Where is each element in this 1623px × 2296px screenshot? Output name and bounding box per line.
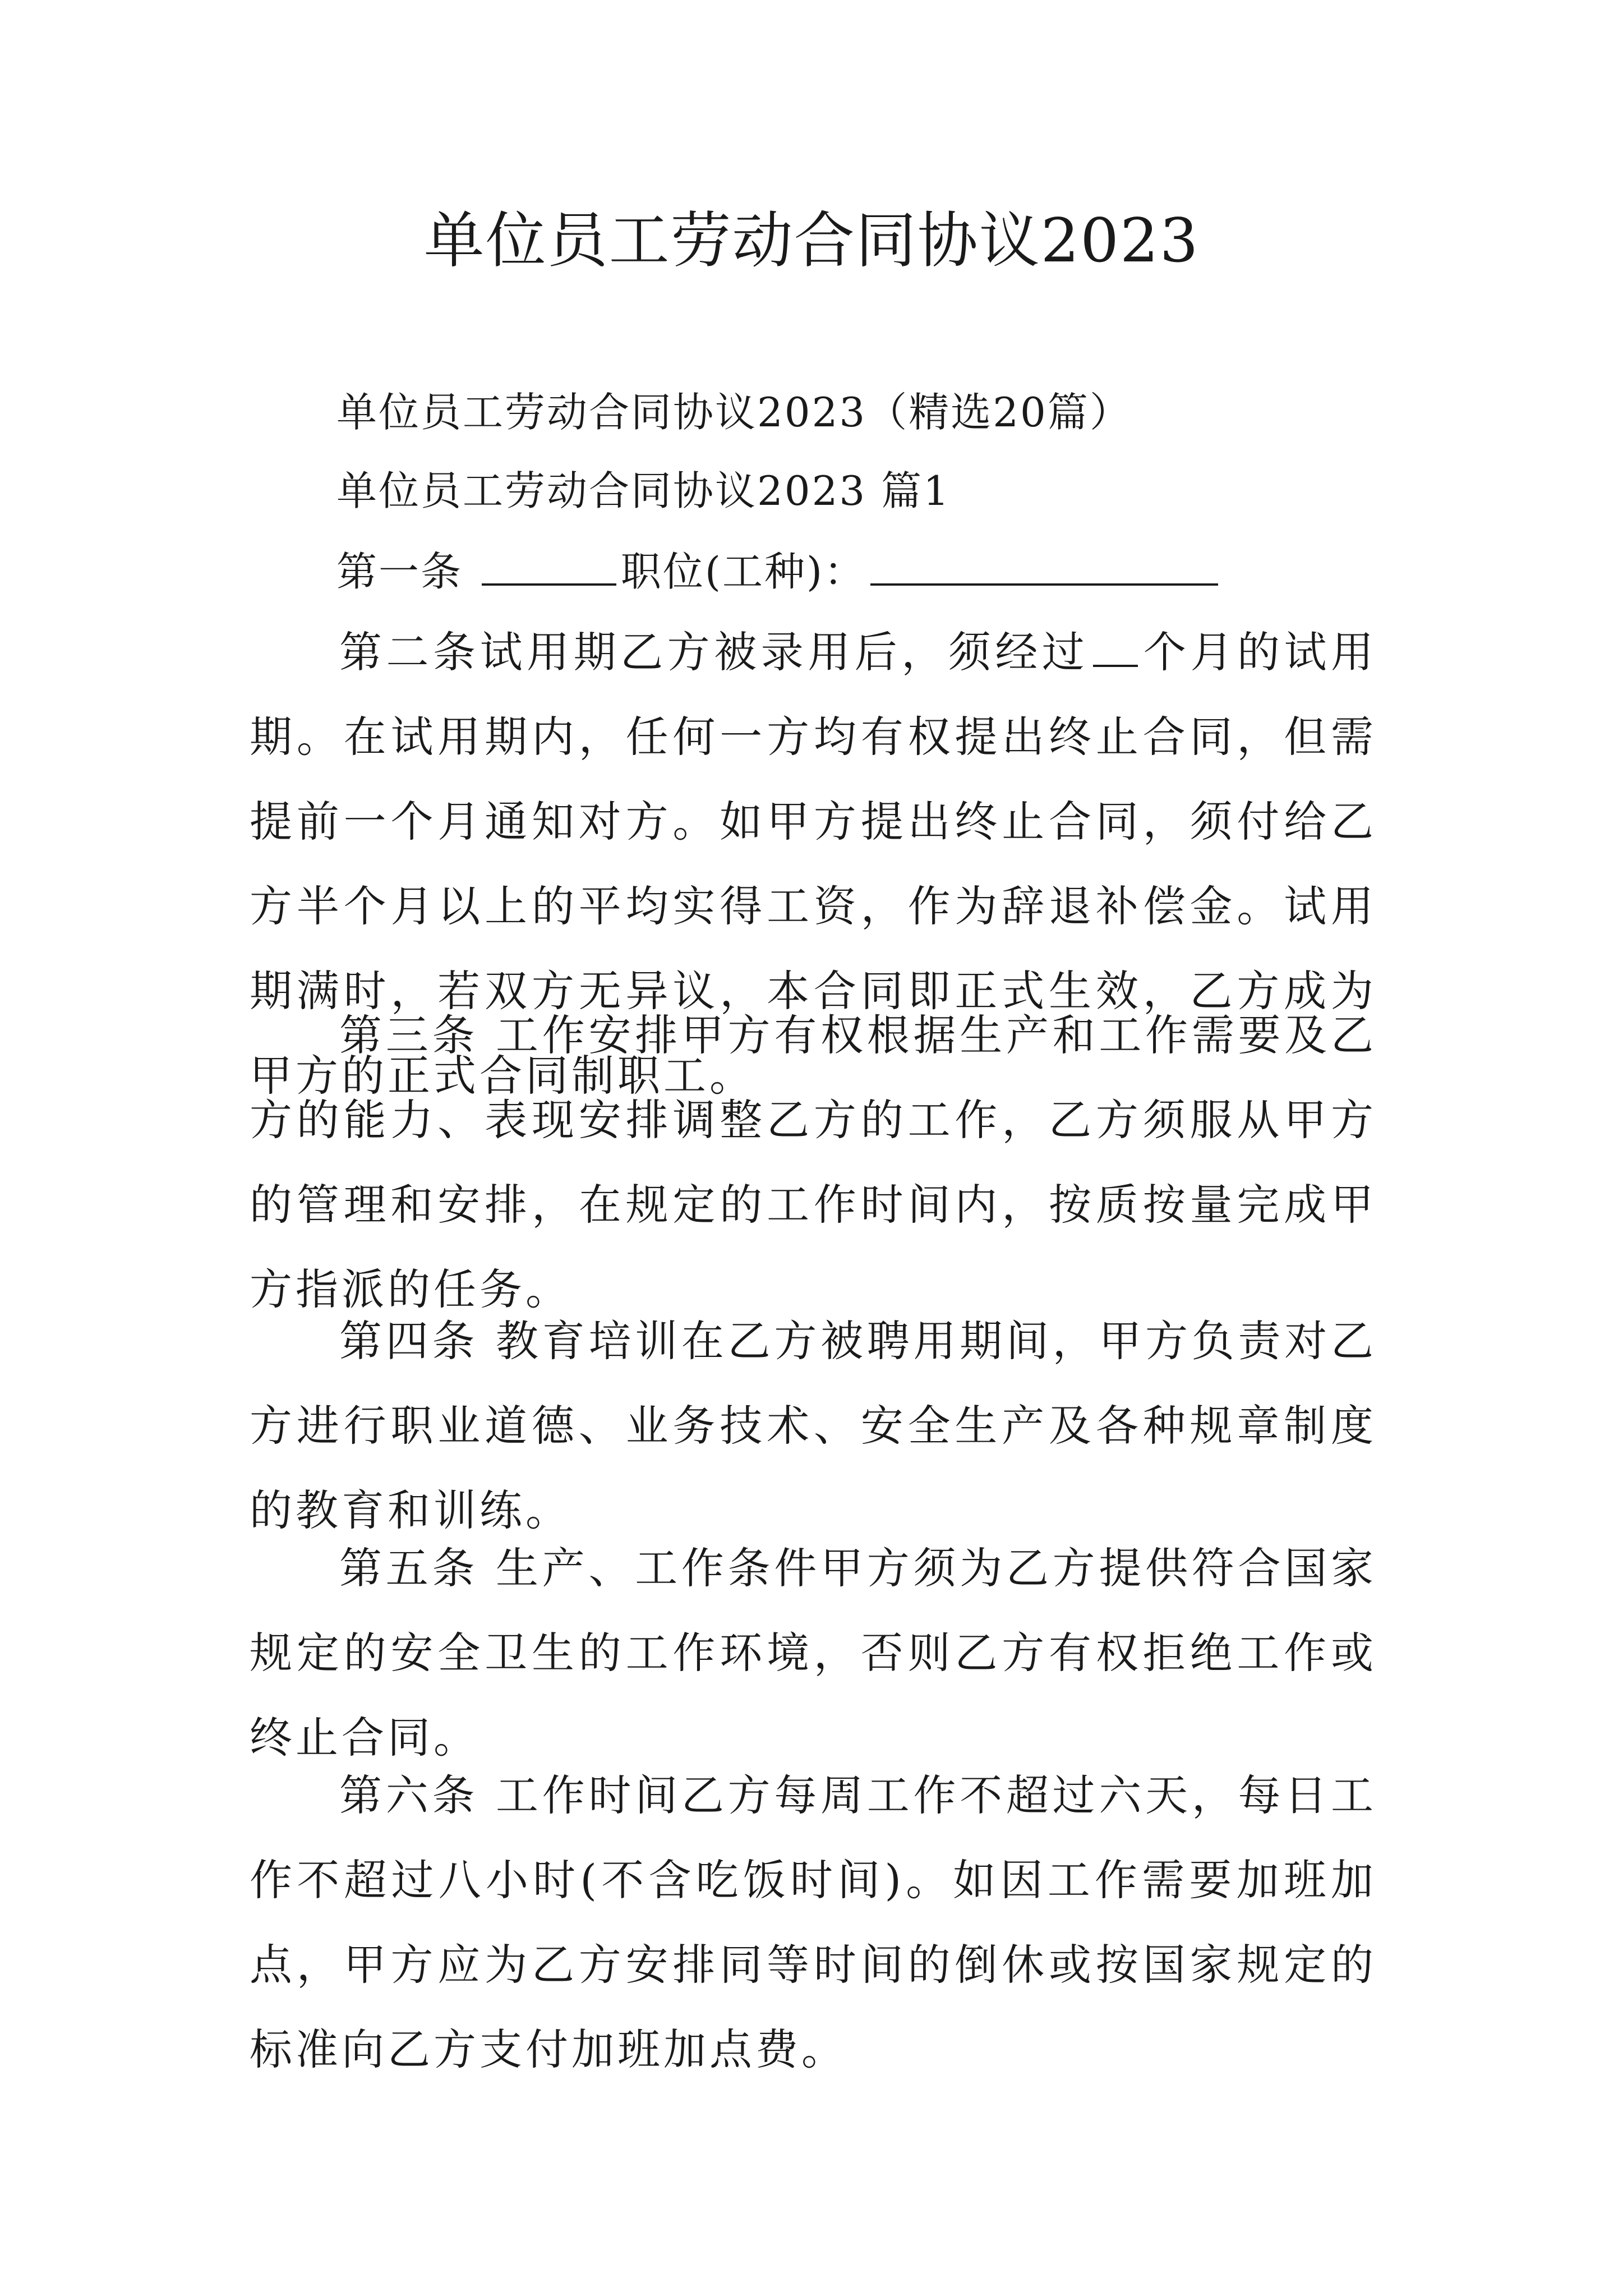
document-subtitle: 单位员工劳动合同协议2023（精选20篇） [336,389,1132,436]
probation-months-blank [1093,631,1138,667]
job-title-blank-field [870,544,1218,586]
article-6: 第六条 工作时间乙方每周工作不超过六天，每日工作不超过八小时(不含吃饭时间)。如因工作需要加班加点，甲方应为乙方安排同等时间的倒休或按国家规定的标准向乙方支付加班加点费。 [250,1770,1377,2074]
article-2-text-end: 个月的试用期。在试用期内，任何一方均有权提出终止合同，但需提前一个月通知对方。如甲方提出终止合同，须付给乙方半个月以上的平均实得工资，作为辞退补偿金。试用期满时，若双方无异议，本合同即正式生效，乙方成为甲方的正式合同制职工。 [250,627,1377,1101]
article-5: 第五条 生产、工作条件甲方须为乙方提供符合国家规定的安全卫生的工作环境，否则乙方有权拒绝工作或终止合同。 [250,1543,1377,1763]
article-3: 第三条 工作安排甲方有权根据生产和工作需要及乙方的能力、表现安排调整乙方的工作，乙方须服从甲方的管理和安排，在规定的工作时间内，按质按量完成甲方指派的任务。 [250,1010,1377,1314]
article-1-blank-field [482,544,616,586]
article-2-text-start: 第二条试用期乙方被录用后，须经过 [339,627,1089,677]
article-1-label: 职位(工种)： [620,548,866,595]
document-title: 单位员工劳动合同协议2023 [423,206,1200,276]
article-1 [336,544,1223,597]
article-4: 第四条 教育培训在乙方被聘用期间，甲方负责对乙方进行职业道德、业务技术、安全生产及各种规章制度的教育和训练。 [250,1316,1377,1535]
article-1-prefix: 第一条 [336,548,463,595]
section-heading: 单位员工劳动合同协议2023 篇1 [336,467,951,514]
